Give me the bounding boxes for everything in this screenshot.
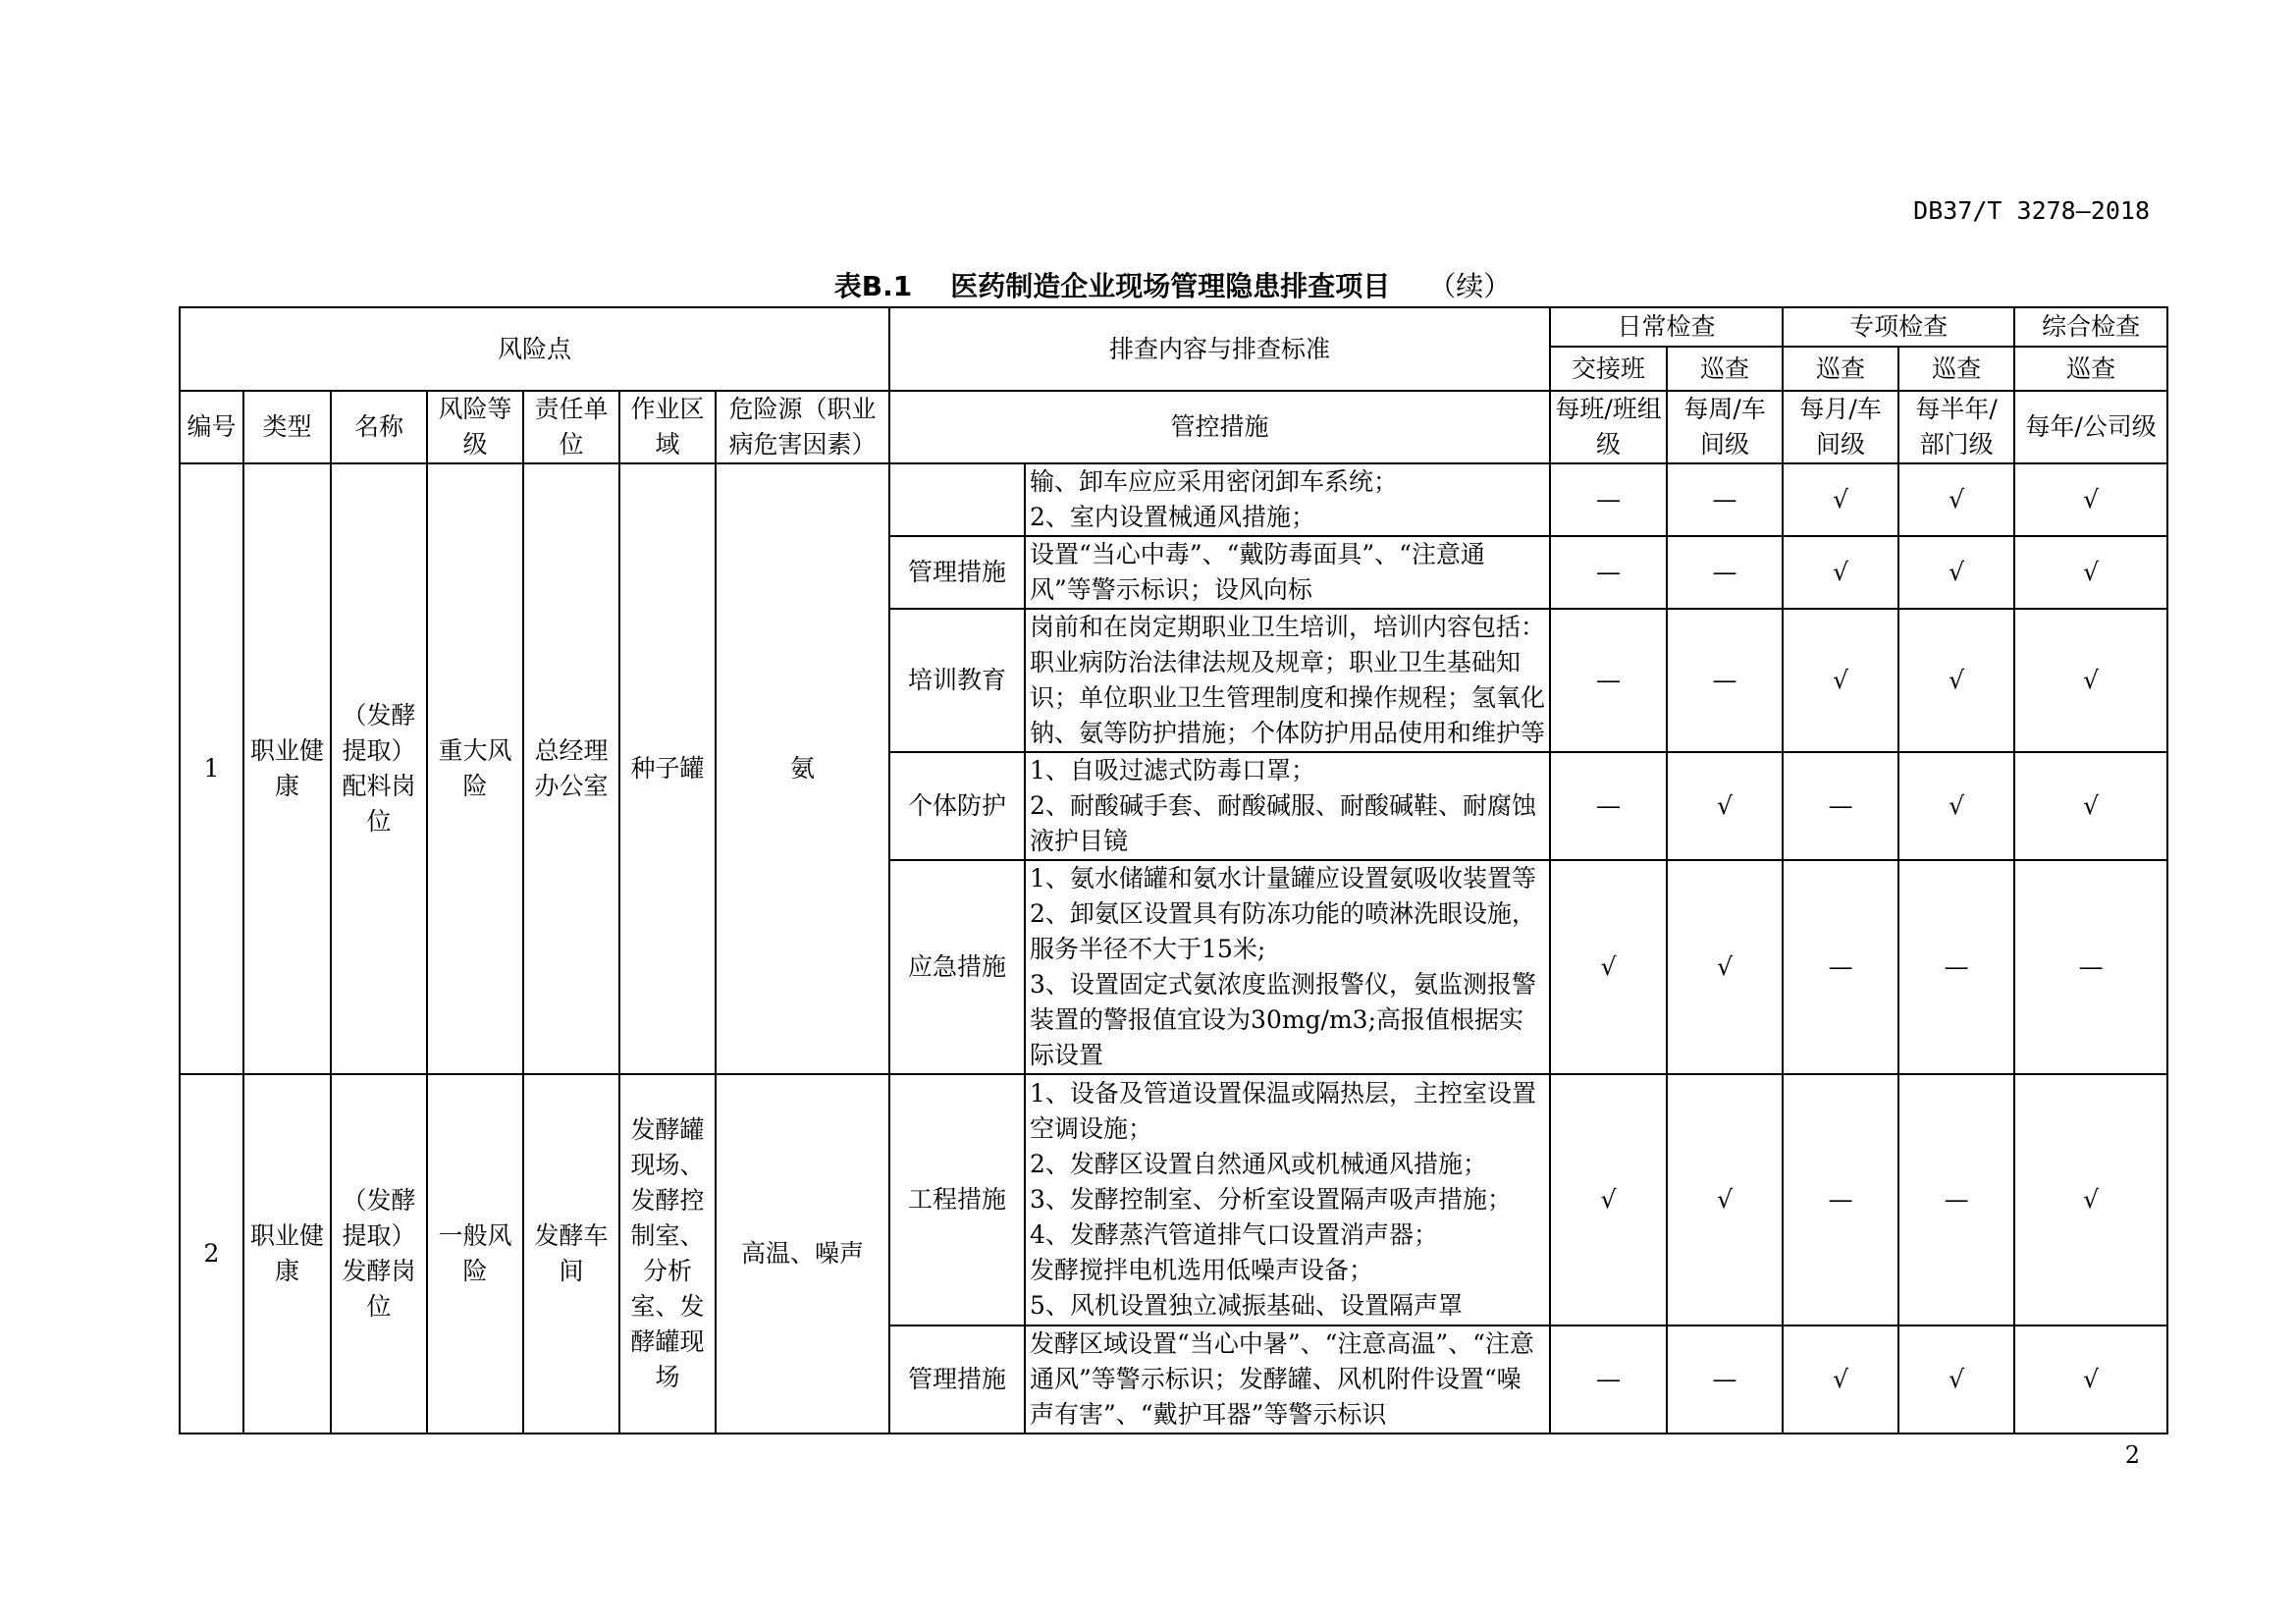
risk2-area: 发酵罐现场、发酵控制室、分析室、发酵罐现场 (619, 1074, 716, 1434)
table-row (180, 1074, 2167, 1325)
header-check-content: 排查内容与排查标准 (889, 307, 1550, 391)
risk2-hazard: 高温、噪声 (716, 1074, 889, 1434)
table-number: 表B.1 (833, 270, 913, 302)
check-mark: √ (2014, 609, 2167, 752)
header-comprehensive-patrol: 巡查 (2014, 347, 2167, 391)
header-daily-patrol: 巡查 (1667, 347, 1783, 391)
col-freq-4: 每半年/部门级 (1898, 391, 2014, 463)
header-daily-check: 日常检查 (1550, 307, 1783, 347)
check-mark: — (1667, 463, 1783, 536)
table-title-text: 医药制造企业现场管理隐患排查项目 (950, 270, 1391, 302)
check-mark: √ (1783, 536, 1898, 609)
document-code: DB37/T 3278—2018 (1913, 196, 2150, 225)
risk1-area: 种子罐 (619, 463, 716, 1074)
check-mark: √ (1667, 860, 1783, 1074)
check-mark: — (1550, 1325, 1667, 1434)
check-mark: — (1783, 1074, 1898, 1325)
col-level: 风险等级 (427, 391, 523, 463)
risk2-type: 职业健康 (243, 1074, 331, 1434)
header-special-check: 专项检查 (1783, 307, 2014, 347)
risk2-name: （发酵提取）发酵岗位 (331, 1074, 427, 1434)
check-mark: — (1898, 860, 2014, 1074)
measure-content: 1、设备及管道设置保温或隔热层，主控室设置空调设施； 2、发酵区设置自然通风或机械通风措施； 3、发酵控制室、分析室设置隔声吸声措施； 4、发酵蒸汽管道排气口设置消声器； 发酵搅拌电机选用低噪声设备； 5、风机设置独立减振基础、设置隔声罩 (1025, 1074, 1550, 1325)
header-row-1 (180, 307, 2167, 347)
check-mark: — (1550, 752, 1667, 860)
col-freq-5: 每年/公司级 (2014, 391, 2167, 463)
measure-content: 输、卸车应应采用密闭卸车系统； 2、室内设置械通风措施； (1025, 463, 1550, 536)
table-continued: （续） (1428, 270, 1512, 302)
header-risk-point: 风险点 (180, 307, 889, 391)
risk1-hazard: 氨 (716, 463, 889, 1074)
risk2-level: 一般风险 (427, 1074, 523, 1434)
risk1-type: 职业健康 (243, 463, 331, 1074)
check-mark: √ (2014, 463, 2167, 536)
measure-category: 个体防护 (889, 752, 1025, 860)
check-mark: √ (2014, 536, 2167, 609)
col-name: 名称 (331, 391, 427, 463)
risk2-unit: 发酵车间 (523, 1074, 619, 1434)
measure-category: 培训教育 (889, 609, 1025, 752)
measure-category: 应急措施 (889, 860, 1025, 1074)
check-mark: — (1783, 860, 1898, 1074)
check-mark: √ (1898, 463, 2014, 536)
risk1-level: 重大风险 (427, 463, 523, 1074)
check-mark: √ (1550, 860, 1667, 1074)
check-mark: √ (1783, 609, 1898, 752)
header-comprehensive-check: 综合检查 (2014, 307, 2167, 347)
check-mark: — (1550, 463, 1667, 536)
col-hazard: 危险源（职业病危害因素） (716, 391, 889, 463)
measure-content: 1、自吸过滤式防毒口罩； 2、耐酸碱手套、耐酸碱服、耐酸碱鞋、耐腐蚀液护目镜 (1025, 752, 1550, 860)
inspection-table (179, 306, 2168, 1434)
check-mark: √ (2014, 1325, 2167, 1434)
measure-category (889, 463, 1025, 536)
check-mark: √ (1667, 752, 1783, 860)
risk2-no: 2 (180, 1074, 243, 1434)
header-special-patrol-2: 巡查 (1898, 347, 2014, 391)
check-mark: — (1898, 1074, 2014, 1325)
measure-category: 管理措施 (889, 536, 1025, 609)
measure-content: 1、氨水储罐和氨水计量罐应设置氨吸收装置等 2、卸氨区设置具有防冻功能的喷淋洗眼设施，服务半径不大于15米; 3、设置固定式氨浓度监测报警仪，氨监测报警装置的警报值宜设为30mg/m3;高报值根据实际设置 (1025, 860, 1550, 1074)
measure-content: 设置“当心中毒”、“戴防毒面具”、“注意通风”等警示标识；设风向标 (1025, 536, 1550, 609)
check-mark: — (2014, 860, 2167, 1074)
check-mark: √ (1783, 463, 1898, 536)
measure-category: 工程措施 (889, 1074, 1025, 1325)
check-mark: √ (1783, 1325, 1898, 1434)
check-mark: √ (1898, 1325, 2014, 1434)
check-mark: √ (1550, 1074, 1667, 1325)
measure-category: 管理措施 (889, 1325, 1025, 1434)
risk1-name: （发酵提取）配料岗位 (331, 463, 427, 1074)
check-mark: — (1783, 752, 1898, 860)
col-no: 编号 (180, 391, 243, 463)
table-title (179, 265, 2166, 304)
col-freq-1: 每班/班组级 (1550, 391, 1667, 463)
check-mark: — (1667, 536, 1783, 609)
page-number: 2 (2124, 1441, 2140, 1469)
check-mark: √ (2014, 752, 2167, 860)
check-mark: √ (1667, 1074, 1783, 1325)
col-type: 类型 (243, 391, 331, 463)
header-row-3 (180, 391, 2167, 463)
check-mark: — (1550, 536, 1667, 609)
col-freq-3: 每月/车间级 (1783, 391, 1898, 463)
measure-content: 岗前和在岗定期职业卫生培训，培训内容包括：职业病防治法律法规及规章；职业卫生基础知识；单位职业卫生管理制度和操作规程；氢氧化钠、氨等防护措施；个体防护用品使用和维护等 (1025, 609, 1550, 752)
measure-content: 发酵区域设置“当心中暑”、“注意高温”、“注意通风”等警示标识；发酵罐、风机附件设置“噪声有害”、“戴护耳器”等警示标识 (1025, 1325, 1550, 1434)
check-mark: — (1667, 609, 1783, 752)
header-special-patrol-1: 巡查 (1783, 347, 1898, 391)
col-freq-2: 每周/车间级 (1667, 391, 1783, 463)
check-mark: √ (1898, 609, 2014, 752)
risk1-no: 1 (180, 463, 243, 1074)
check-mark: √ (2014, 1074, 2167, 1325)
check-mark: — (1667, 1325, 1783, 1434)
col-measures: 管控措施 (889, 391, 1550, 463)
risk1-unit: 总经理办公室 (523, 463, 619, 1074)
col-unit: 责任单位 (523, 391, 619, 463)
check-mark: √ (1898, 536, 2014, 609)
col-area: 作业区域 (619, 391, 716, 463)
check-mark: — (1550, 609, 1667, 752)
check-mark: √ (1898, 752, 2014, 860)
header-handover: 交接班 (1550, 347, 1667, 391)
table-row (180, 463, 2167, 536)
